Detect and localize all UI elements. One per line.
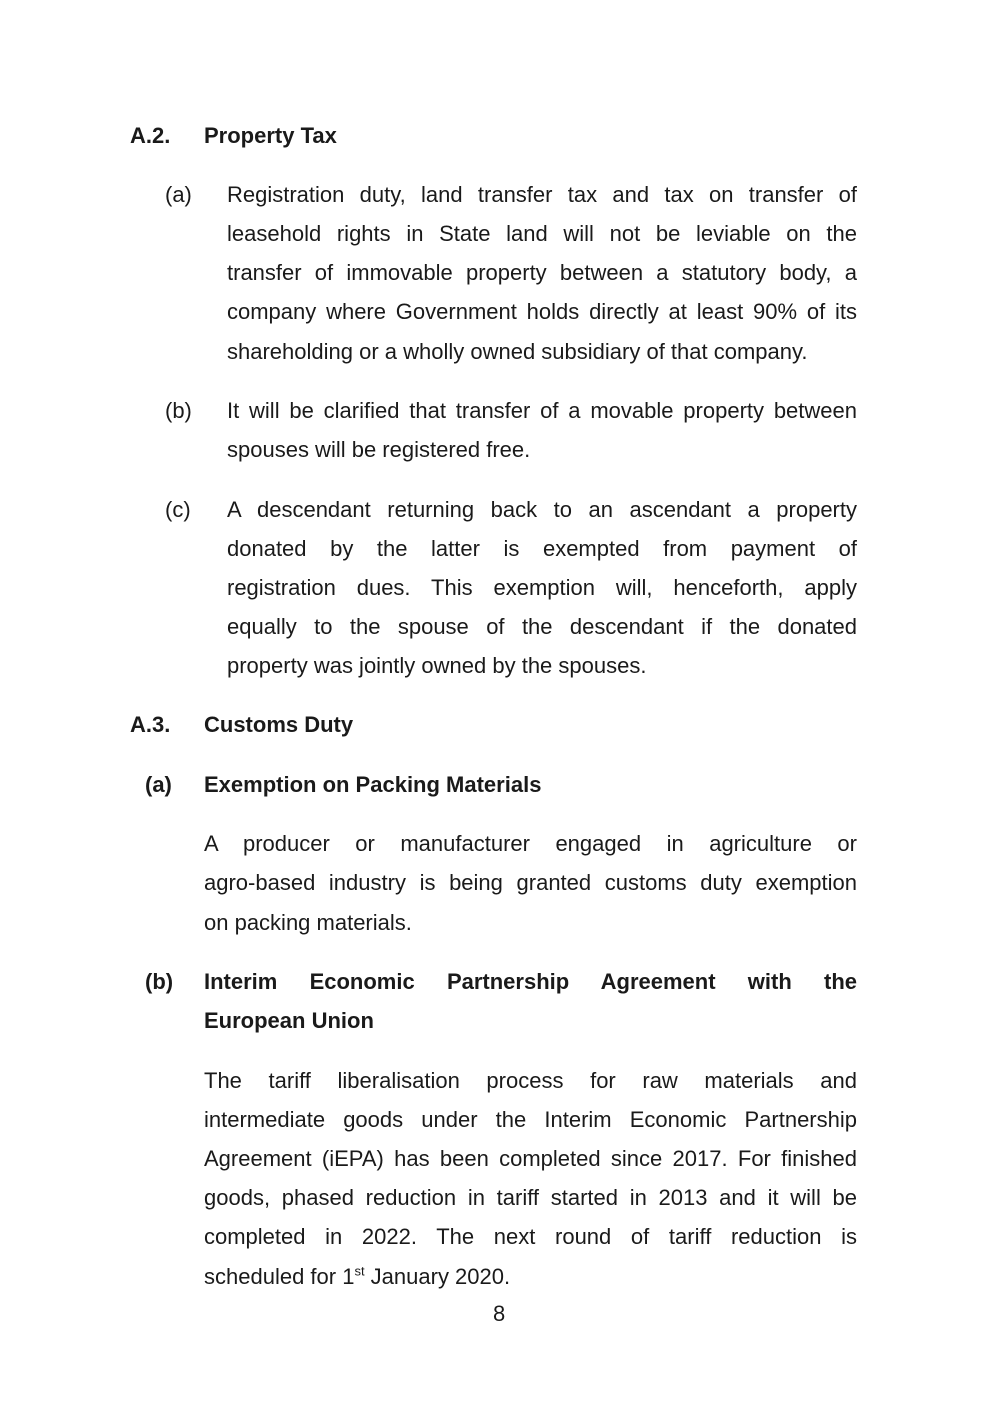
paragraph-line: The tariff liberalisation process for raw materials and (204, 1068, 857, 1093)
ordinal-superscript: st (354, 1263, 365, 1279)
paragraph-line: completed in 2022. The next round of tariff reduction is (204, 1224, 857, 1249)
subsection-heading-line: Interim Economic Partnership Agreement with the (204, 969, 857, 994)
paragraph-line: company where Government holds directly at least 90% of its (227, 299, 857, 324)
paragraph-line: A producer or manufacturer engaged in agriculture or (204, 831, 857, 856)
text-span: January 2020. (364, 1264, 511, 1289)
paragraph-line: goods, phased reduction in tariff started in 2013 and it will be (204, 1185, 857, 1210)
paragraph-line: A descendant returning back to an ascendant a property (227, 497, 857, 522)
item-label: (a) (165, 182, 192, 207)
paragraph-line: leasehold rights in State land will not be leviable on the (227, 221, 857, 246)
paragraph-line: Agreement (iEPA) has been completed since 2017. For finished (204, 1146, 857, 1171)
section-number: A.3. (130, 712, 171, 737)
section-title: Customs Duty (204, 712, 354, 737)
item-label: (b) (165, 398, 192, 423)
paragraph-line (204, 1264, 510, 1290)
item-label: (a) (145, 772, 172, 797)
paragraph-line: donated by the latter is exempted from payment of (227, 536, 857, 561)
paragraph-line: property was jointly owned by the spouses. (227, 653, 647, 678)
text-span: scheduled for 1 (204, 1264, 355, 1289)
section-title: Property Tax (204, 123, 337, 148)
paragraph-line: registration dues. This exemption will, henceforth, apply (227, 575, 857, 600)
paragraph-line: intermediate goods under the Interim Economic Partnership (204, 1107, 857, 1132)
paragraph-line: spouses will be registered free. (227, 437, 531, 462)
item-label: (b) (145, 969, 174, 994)
subsection-heading: Exemption on Packing Materials (204, 772, 542, 797)
page-number: 8 (493, 1301, 506, 1326)
paragraph-line: It will be clarified that transfer of a movable property between (227, 398, 857, 423)
paragraph-line: equally to the spouse of the descendant if the donated (227, 614, 857, 639)
item-label: (c) (165, 497, 191, 522)
paragraph-line: Registration duty, land transfer tax and tax on transfer of (227, 182, 857, 207)
paragraph-line: agro-based industry is being granted customs duty exemption (204, 870, 857, 895)
paragraph-line: on packing materials. (204, 910, 412, 935)
paragraph-line: shareholding or a wholly owned subsidiary of that company. (227, 339, 808, 364)
paragraph-line: transfer of immovable property between a statutory body, a (227, 260, 857, 285)
section-number: A.2. (130, 123, 171, 148)
subsection-heading-line: European Union (204, 1008, 374, 1033)
